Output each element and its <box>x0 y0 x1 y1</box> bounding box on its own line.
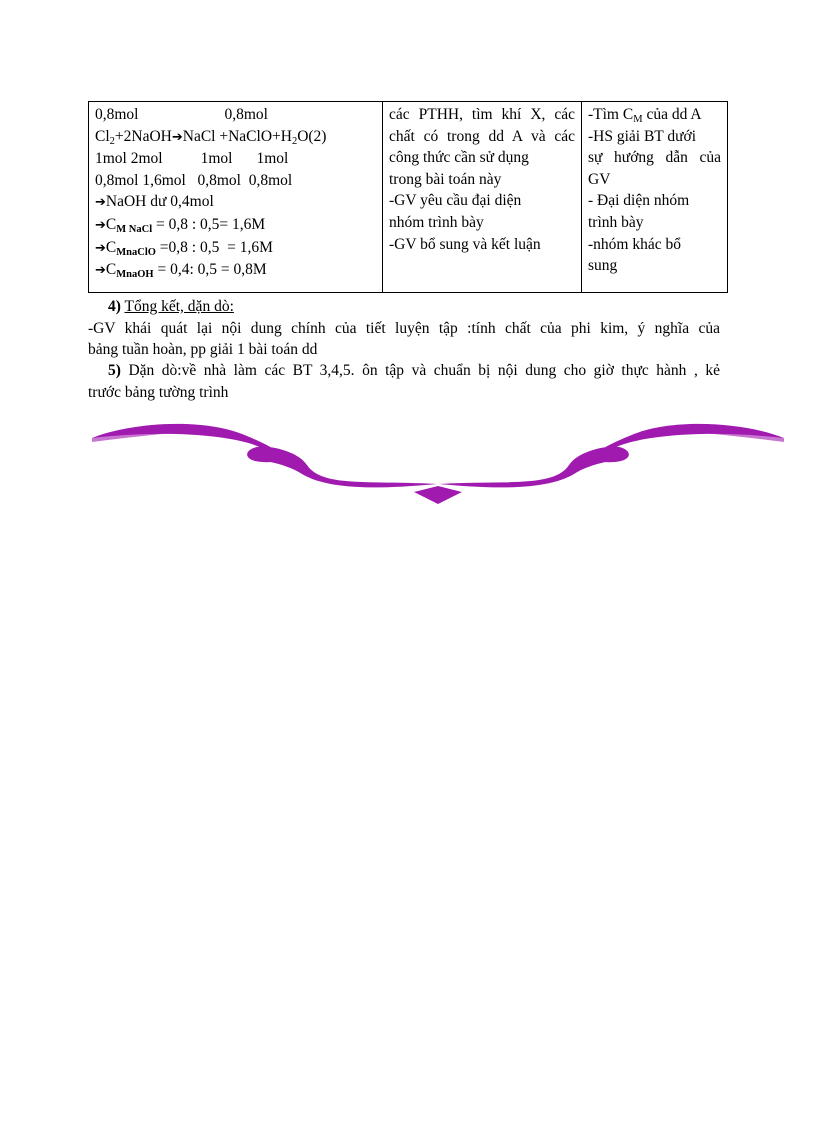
table-column-calculation <box>89 102 383 292</box>
table-line: -HS giải BT dưới <box>588 127 697 145</box>
arrow-icon: ➔ <box>171 129 183 145</box>
table-line: trình bày <box>588 213 644 231</box>
table-line: -GV bổ sung và kết luận <box>389 235 541 253</box>
table-line: ➔NaOH dư 0,4mol <box>95 193 214 211</box>
section-5 <box>88 360 720 403</box>
table-line: GV <box>588 170 611 188</box>
table-line: -GV yêu cầu đại diện <box>389 192 522 210</box>
table-column-teacher <box>383 102 582 292</box>
arrow-icon: ➔ <box>95 263 106 279</box>
table-line: chất có trong dd A và các <box>389 127 575 145</box>
decorative-flourish-icon <box>92 420 784 510</box>
table-line: nhóm trình bày <box>389 213 484 231</box>
table-line: $➔C_{MnaClO} =0,8$ : 0,5 = 1,6M <box>95 238 273 258</box>
arrow-icon: ➔ <box>95 195 106 211</box>
table-line: công thức cần sử dụng <box>389 149 529 167</box>
table-line: -Tìm $C_M$ của dd A <box>588 106 702 125</box>
table-line: 1mol 2mol 1mol 1mol <box>95 150 289 168</box>
table-line: trong bài toán này <box>389 170 502 188</box>
table-line: các PTHH, tìm khí X, các <box>389 106 575 123</box>
table-line: sự hướng dẫn của <box>588 149 721 167</box>
section-4 <box>88 296 720 361</box>
table-line: 0,8mol 1,6mol 0,8mol 0,8mol <box>95 171 293 189</box>
section-4-body-line: -GV khái quát lại nội dung chính của tiết luyện tập :tính chất của phi kim, ý nghĩa của <box>88 319 720 337</box>
table-line: sung <box>588 257 618 275</box>
section-5-line: 5) Dặn dò:về nhà làm các BT 3,4,5. ôn tập và chuẩn bị nội dung cho giờ thực hành , kẻ <box>108 362 720 379</box>
arrow-icon: ➔ <box>95 240 106 256</box>
reaction-equation: $Cl_2+2NaOH➔NaCl$ $+NaClO+H_2O(2)$ <box>95 127 327 147</box>
section-5-line: trước bảng tường trình <box>88 383 229 401</box>
lesson-table <box>88 101 728 293</box>
table-line: $➔C_{MnaOH} = 0,4$: 0,5 = 0,8M <box>95 261 267 281</box>
table-line: $➔C_{M NaCl} = 0,8$ : 0,5= 1,6M <box>95 215 266 235</box>
table-line: 0,8mol 0,8mol <box>95 106 268 123</box>
arrow-icon: ➔ <box>95 217 106 233</box>
table-line: -nhóm khác bổ <box>588 235 681 253</box>
section-4-heading: 4) Tổng kết, dặn dò: <box>108 298 234 315</box>
table-line: - Đại diện nhóm <box>588 192 690 210</box>
table-column-student <box>582 102 727 292</box>
section-4-body-line: bảng tuần hoàn, pp giải 1 bài toán dd <box>88 341 318 358</box>
